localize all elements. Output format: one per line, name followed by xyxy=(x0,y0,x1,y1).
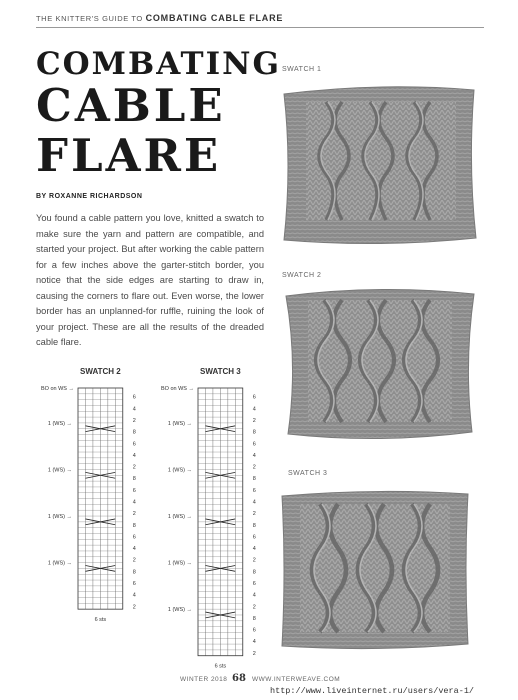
swatch-1-photo xyxy=(280,80,480,250)
chart-row-label: 2 xyxy=(132,511,136,518)
chart-row-label: 6 xyxy=(252,627,256,634)
chart-row-label: 6 xyxy=(132,441,136,448)
chart-row-label: 4 xyxy=(132,499,136,506)
chart-row-label: 2 xyxy=(252,604,256,611)
chart-bo-label: BO on WS → xyxy=(40,386,74,392)
byline: BY ROXANNE RICHARDSON xyxy=(36,193,143,200)
chart-row-label: 2 xyxy=(252,511,256,518)
chart-row-label: 4 xyxy=(252,592,256,599)
header-rule xyxy=(36,27,484,28)
swatch-3-photo xyxy=(278,484,472,654)
chart-row-label: 6 xyxy=(252,487,256,494)
chart-row-label: 4 xyxy=(252,546,256,553)
chart-row-label: 6 xyxy=(252,394,256,401)
chart-row-label: 2 xyxy=(252,650,256,657)
title-line-3: FLARE xyxy=(36,129,222,182)
chart-row-label: 8 xyxy=(252,569,256,576)
photo-label-swatch-2: SWATCH 2 xyxy=(282,272,322,279)
chart-row-label: 6 xyxy=(132,487,136,494)
photo-label-swatch-3: SWATCH 3 xyxy=(288,470,328,477)
header-topic: COMBATING CABLE FLARE xyxy=(145,13,284,23)
title-line-1: COMBATING xyxy=(36,46,281,82)
chart-row-label: 2 xyxy=(132,464,136,471)
chart-row-label: 8 xyxy=(132,476,136,483)
chart-width-label: 6 sts xyxy=(214,663,227,670)
chart-row-label: 2 xyxy=(132,557,136,564)
chart-row-label: 6 xyxy=(252,534,256,541)
chart-row-label: 2 xyxy=(252,557,256,564)
footer-site: WWW.INTERWEAVE.COM xyxy=(252,676,341,683)
chart-row-label: 8 xyxy=(252,522,256,529)
chart-row-label: 8 xyxy=(252,429,256,436)
intro-paragraph: You found a cable pattern you love, knitted a swatch to make sure the yarn and pattern are compatible, and started your project. But after working the cable pattern for a few inches above the garter-stitch border, you notice that the side edges are starting to draw in, causing the corners to flare out. Even worse, the lower border has an unplanned-for ruffle, ruining the look of your project. These are all the results of the dreaded cable flare. xyxy=(36,213,264,347)
title-line-2: CABLE xyxy=(36,79,226,132)
chart-row-label: 4 xyxy=(132,452,136,459)
footer-season: WINTER 2018 xyxy=(180,676,228,683)
chart-ws-label: 1 (WS) → xyxy=(167,467,192,474)
running-header xyxy=(36,13,283,23)
chart-title: SWATCH 2 xyxy=(80,367,121,376)
chart-width-label: 6 sts xyxy=(94,617,107,624)
chart-ws-label: 1 (WS) → xyxy=(167,420,192,427)
chart-row-label: 8 xyxy=(132,429,136,436)
chart-ws-label: 1 (WS) → xyxy=(167,607,192,614)
chart-row-label: 6 xyxy=(132,580,136,587)
chart-ws-label: 1 (WS) → xyxy=(47,467,72,474)
chart-row-label: 4 xyxy=(132,592,136,599)
chart-ws-label: 1 (WS) → xyxy=(47,514,72,521)
chart-ws-label: 1 (WS) → xyxy=(167,514,192,521)
photo-label-swatch-1: SWATCH 1 xyxy=(282,66,322,73)
chart-row-label: 2 xyxy=(252,464,256,471)
chart-row-label: 6 xyxy=(132,394,136,401)
chart-ws-label: 1 (WS) → xyxy=(47,420,72,427)
chart-row-label: 4 xyxy=(132,406,136,413)
chart-ws-label: 1 (WS) → xyxy=(167,560,192,567)
chart-row-label: 2 xyxy=(132,418,136,425)
chart-row-label: 2 xyxy=(132,604,136,611)
chart-title: SWATCH 3 xyxy=(200,367,241,376)
chart-row-label: 6 xyxy=(252,441,256,448)
chart-row-label: 4 xyxy=(252,406,256,413)
swatch-2-photo xyxy=(280,284,480,444)
chart-row-label: 6 xyxy=(132,534,136,541)
chart-ws-label: 1 (WS) → xyxy=(47,560,72,567)
header-prefix: THE KNITTER'S GUIDE TO xyxy=(36,14,143,23)
chart-row-label: 8 xyxy=(252,615,256,622)
knitting-charts xyxy=(0,360,260,670)
chart-row-label: 6 xyxy=(252,580,256,587)
chart-row-label: 4 xyxy=(252,639,256,646)
watermark-url: http://www.liveinternet.ru/users/vera-1/ xyxy=(270,686,475,696)
chart-row-label: 8 xyxy=(132,522,136,529)
chart-row-label: 8 xyxy=(252,476,256,483)
chart-row-label: 8 xyxy=(132,569,136,576)
chart-row-label: 4 xyxy=(132,546,136,553)
chart-row-label: 4 xyxy=(252,499,256,506)
chart-row-label: 4 xyxy=(252,452,256,459)
chart-bo-label: BO on WS → xyxy=(160,386,194,392)
page-number: 68 xyxy=(232,673,246,684)
chart-row-label: 2 xyxy=(252,418,256,425)
